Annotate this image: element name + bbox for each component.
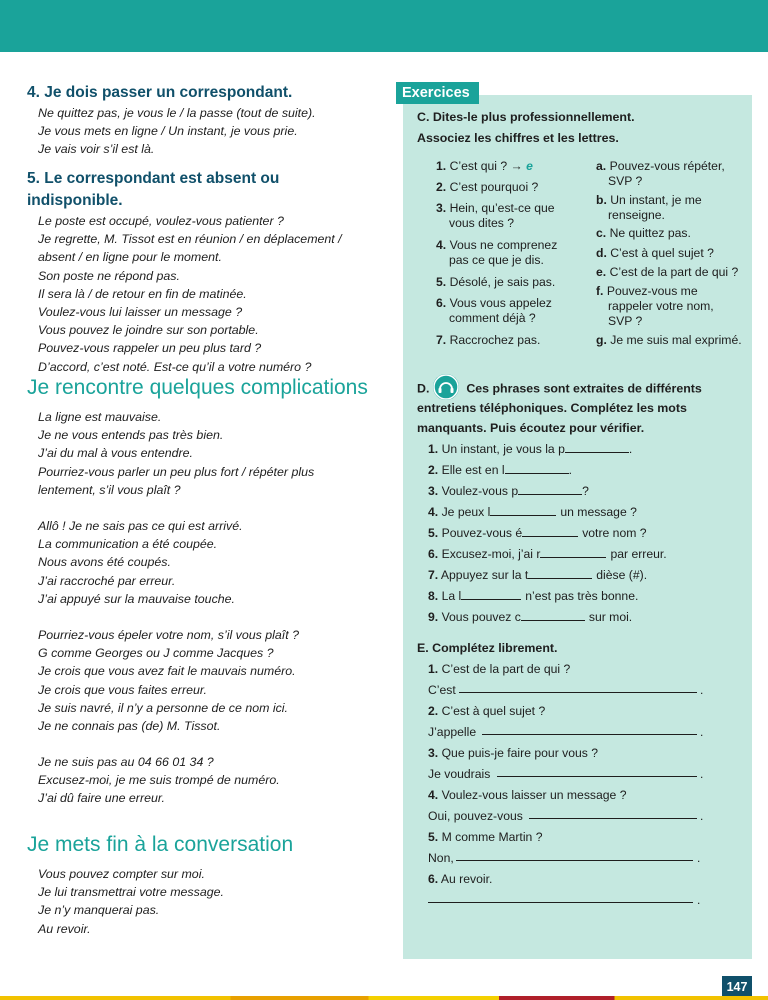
exercises-tab: Exercices	[396, 82, 479, 104]
c-letter-a: a. Pouvez-vous répéter, SVP ?	[596, 159, 725, 188]
c-number-3: 3. Hein, qu’est-ce que vous dites ?	[436, 201, 555, 230]
end-conversation-block	[27, 865, 377, 938]
phrase: Je lui transmettrai votre message.	[38, 885, 224, 900]
exercise-d-title: D. Ces phrases sont extraites de différents	[417, 376, 737, 402]
phrase: Je suis navré, il n’y a personne de ce nom ici.	[38, 700, 289, 715]
exercise-d-title-line-2: entretiens téléphoniques. Complétez les mots	[417, 401, 687, 415]
phrase: Je vais voir s’il est là.	[38, 142, 155, 157]
e-answer-start-1: C’est	[428, 683, 456, 697]
section-4	[27, 82, 377, 159]
phrase: Je n’y manquerai pas.	[38, 903, 160, 918]
phrase: Je crois que vous faites erreur.	[38, 682, 207, 697]
phrase: J’ai du mal à vous entendre.	[38, 446, 193, 461]
phrase: Je crois que vous avez fait le mauvais numéro.	[38, 664, 296, 679]
period: .	[700, 725, 704, 739]
footer-strip	[0, 996, 768, 1000]
phrase: G comme Georges ou J comme Jacques ?	[38, 646, 274, 661]
c-letter-f: f. Pouvez-vous me rappeler votre nom, SVP ?	[596, 284, 714, 328]
phrase: Voulez-vous lui laisser un message ?	[38, 305, 243, 320]
phrase: Pouvez-vous rappeler un peu plus tard ?	[38, 341, 262, 356]
phrase: Au revoir.	[38, 921, 91, 936]
phrase: Le poste est occupé, voulez-vous patienter ?	[38, 214, 284, 228]
d-blank-7[interactable]	[528, 568, 592, 579]
c-number-2: 2. C’est pourquoi ?	[436, 180, 539, 194]
c-letter-e: e. C’est de la part de qui ?	[596, 265, 739, 279]
c-number-7: 7. Raccrochez pas.	[436, 333, 541, 347]
phrase: Nous avons été coupés.	[38, 555, 171, 570]
e-question-4: 4. Voulez-vous laisser un message ?	[428, 788, 627, 802]
period: .	[700, 767, 704, 781]
period: .	[700, 809, 704, 823]
phrase: absent / en ligne pour le moment.	[38, 250, 222, 265]
d-blank-9[interactable]	[521, 610, 585, 621]
d-blank-8[interactable]	[461, 589, 521, 600]
exercise-c-instruction: Associez les chiffres et les lettres.	[417, 131, 619, 145]
phrase: J’ai dû faire une erreur.	[38, 791, 165, 806]
d-blank-4[interactable]	[490, 505, 556, 516]
complications-block-2	[27, 517, 377, 608]
e-answer-line-5[interactable]	[456, 860, 693, 861]
d-blank-1[interactable]	[565, 442, 629, 453]
d-blank-2[interactable]	[505, 463, 569, 474]
phrase: Il sera là / de retour en fin de matinée.	[38, 286, 247, 301]
e-answer-line-3[interactable]	[497, 776, 697, 777]
complications-title: Je rencontre quelques complications	[27, 376, 368, 399]
end-conversation-title: Je mets fin à la conversation	[27, 833, 294, 856]
e-question-1: 1. C’est de la part de qui ?	[428, 662, 571, 676]
e-answer-line-4[interactable]	[529, 818, 697, 819]
period: .	[697, 893, 701, 907]
phrase: Ne quittez pas, je vous le / la passe (tout de suite).	[38, 106, 316, 120]
d-item-7: 7. Appuyez sur la t dièse (#).	[428, 568, 648, 582]
d-item-1: 1. Un instant, je vous la p .	[428, 442, 633, 456]
c-letter-d: d. C’est à quel sujet ?	[596, 246, 714, 260]
c-letter-g: g. Je me suis mal exprimé.	[596, 333, 742, 347]
c-answer-e: e	[526, 159, 533, 173]
e-question-2: 2. C’est à quel sujet ?	[428, 704, 546, 718]
e-answer-start-2: J’appelle	[428, 725, 477, 739]
c-number-5: 5. Désolé, je sais pas.	[436, 275, 556, 289]
d-item-2: 2. Elle est en l .	[428, 463, 572, 477]
phrase: Vous pouvez compter sur moi.	[38, 867, 205, 881]
c-number-1: 1. C’est qui ? → e	[436, 159, 533, 173]
phrase: Je ne vous entends pas très bien.	[38, 428, 224, 443]
phrase: La communication a été coupée.	[38, 537, 218, 552]
e-question-5: 5. M comme Martin ?	[428, 830, 543, 844]
e-answer-line-6[interactable]	[428, 902, 693, 903]
d-item-9: 9. Vous pouvez c sur moi.	[428, 610, 633, 624]
phrase: Je regrette, M. Tissot est en réunion / en déplacement /	[38, 232, 342, 247]
e-answer-start-5: Non,	[428, 851, 454, 865]
section-5-title: 5. Le correspondant est absent ou indisponible.	[27, 170, 280, 209]
exercise-c-title: C. Dites-le plus professionnellement.	[417, 110, 635, 124]
phrase: Je ne connais pas (de) M. Tissot.	[38, 719, 221, 734]
e-question-6: 6. Au revoir.	[428, 872, 493, 886]
audio-icon[interactable]	[433, 374, 459, 400]
phrase: Son poste ne répond pas.	[38, 268, 180, 283]
header-band	[0, 0, 768, 52]
c-letter-c: c. Ne quittez pas.	[596, 226, 691, 240]
d-blank-5[interactable]	[522, 526, 578, 537]
c-letter-b: b. Un instant, je me renseigne.	[596, 193, 702, 222]
phrase: La ligne est mauvaise.	[38, 410, 162, 424]
phrase: Pourriez-vous parler un peu plus fort / répéter plus	[38, 464, 315, 479]
complications-block-4	[27, 753, 377, 808]
e-answer-start-3: Je voudrais	[428, 767, 491, 781]
exercise-d-title-line-3: manquants. Puis écoutez pour vérifier.	[417, 421, 645, 435]
period: .	[697, 851, 701, 865]
section-5	[27, 168, 377, 376]
d-item-4: 4. Je peux l un message ?	[428, 505, 637, 519]
e-answer-line-1[interactable]	[459, 692, 697, 693]
phrase: Allô ! Je ne sais pas ce qui est arrivé.	[38, 519, 243, 533]
phrase: J’ai appuyé sur la mauvaise touche.	[38, 591, 235, 606]
phrase: Pourriez-vous épeler votre nom, s’il vous plaît ?	[38, 628, 300, 642]
phrase: Excusez-moi, je me suis trompé de numéro.	[38, 773, 280, 788]
e-answer-start-4: Oui, pouvez-vous	[428, 809, 523, 823]
period: .	[700, 683, 704, 697]
section-4-title: 4. Je dois passer un correspondant.	[27, 84, 293, 101]
phrase: J’ai raccroché par erreur.	[38, 573, 176, 588]
d-item-6: 6. Excusez-moi, j’ai r par erreur.	[428, 547, 667, 561]
phrase: lentement, s’il vous plaît ?	[38, 482, 181, 497]
d-item-8: 8. La l n’est pas très bonne.	[428, 589, 639, 603]
exercise-e-title: E. Complétez librement.	[417, 641, 558, 655]
d-blank-6[interactable]	[540, 547, 606, 558]
e-question-3: 3. Que puis-je faire pour vous ?	[428, 746, 599, 760]
complications-block-3	[27, 626, 377, 735]
complications-block-1	[27, 408, 377, 499]
d-item-5: 5. Pouvez-vous é votre nom ?	[428, 526, 647, 540]
phrase: Je vous mets en ligne / Un instant, je vous prie.	[38, 124, 298, 139]
page-number: 147	[722, 976, 752, 998]
c-number-6: 6. Vous vous appelez comment déjà ?	[436, 296, 552, 325]
d-item-3: 3. Voulez-vous p ?	[428, 484, 589, 498]
phrase: D’accord, c’est noté. Est-ce qu’il a votre numéro ?	[38, 359, 312, 374]
d-blank-3[interactable]	[518, 484, 582, 495]
phrase: Vous pouvez le joindre sur son portable.	[38, 323, 259, 338]
phrase: Je ne suis pas au 04 66 01 34 ?	[38, 755, 214, 769]
c-number-4: 4. Vous ne comprenez pas ce que je dis.	[436, 238, 558, 267]
e-answer-line-2[interactable]	[482, 734, 697, 735]
